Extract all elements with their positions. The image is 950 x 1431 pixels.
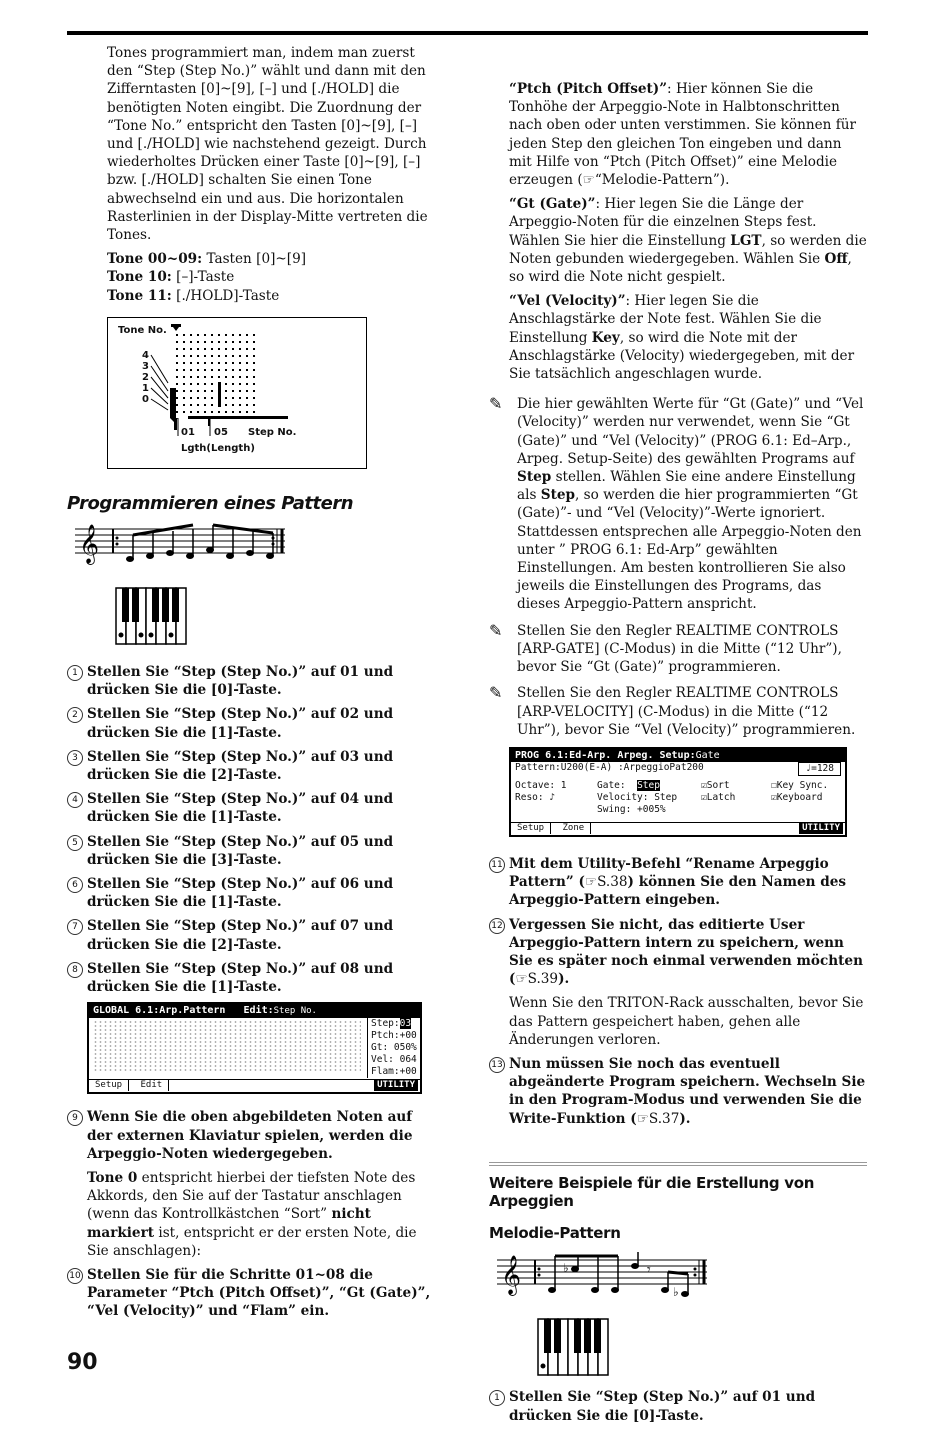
left-column — [67, 0, 442, 1327]
step-list — [67, 663, 442, 996]
tone-item: Tone 11: [./HOLD]-Taste — [107, 287, 280, 304]
lcd-arpeg-setup — [509, 747, 847, 837]
svg-text:♭: ♭ — [673, 1285, 679, 1300]
tone-label-1: 1 — [142, 382, 149, 394]
step-10: 10 Stellen Sie für die Schritte 01~08 die Parameter “Ptch (Pitch Offset)”, “Gt (Gate)”, “Vel (Velocity)” und “Flam” ein. — [67, 1266, 442, 1321]
tab-zone: Zone — [557, 823, 592, 834]
tone0-paragraph: Tone 0 entspricht hierbei der tiefsten Note des Akkords, den Sie auf der Tastatur anschlagen (wenn das Kontrollkästchen “Sort” nicht markiert ist, entspricht er der ersten Note, die Sie anschlagen): — [87, 1169, 417, 1259]
tone-item: Tone 00~09: Tasten [0]~[9] — [107, 251, 307, 268]
tone-label-2: 2 — [142, 371, 149, 383]
lcd-tab-bar — [511, 822, 845, 835]
keyboard-figure-2 — [537, 1318, 612, 1376]
page-number: 90 — [67, 1350, 98, 1375]
step-13: 13 Nun müssen Sie noch das eventuell abgeänderte Program speichern. Wechseln Sie in den Program-Modus und verwenden Sie die Write-Funktion (☞S.37). — [489, 1055, 867, 1128]
tone-label-0: 0 — [142, 393, 149, 405]
intro-paragraph: Tones programmiert man, indem man zuerst den “Step (Step No.)” wählt und dann mit den Zifferntasten [0]~[9], [–] und [./HOLD] die benötigten Noten eingibt. Die Zuordnung der “Tone No.” entspricht den Tasten [0]~[9], [–] und [./HOLD] wie nachstehend gezeigt. Durch wiederholtes Drücken einer Taste [0]~[9], [–] bzw. [./HOLD] schalten Sie einen Tone abwechselnd ein und aus. Die horizontalen Rasterlinien in der Display-Mitte vertreten die Tones. — [107, 45, 428, 244]
step-3: 3 Stellen Sie “Step (Step No.)” auf 03 und drücken Sie die [2]-Taste. — [67, 748, 442, 784]
tone-label-4: 4 — [142, 349, 149, 361]
tab-edit: Edit — [135, 1080, 170, 1091]
gt-paragraph: “Gt (Gate)”: Hier legen Sie die Länge der Arpeggio-Noten für die einzelnen Steps fest. Wählen Sie hier die Einstellung LGT, so werden die Noten gebunden wiedergegeben. Wählen Sie Off, so wird die Note nicht gespielt. — [509, 196, 867, 286]
tone-no-label: Tone No. — [118, 324, 167, 336]
pencil-note-icon: ✎ — [489, 620, 503, 640]
svg-text:𝄾: 𝄾 — [647, 1262, 651, 1279]
tone-item: Tone 10: [–]-Taste — [107, 269, 235, 286]
lcd-title-bar: PROG 6.1:Ed-Arp. Arpeg. Setup:Gate — [511, 749, 845, 762]
step-11: 11 Mit dem Utility-Befehl “Rename Arpeggio Pattern” (☞S.38) können Sie den Namen des Arpeggio-Pattern eingeben. — [489, 855, 867, 910]
tab-setup: Setup — [511, 823, 551, 834]
section-heading-examples: Weitere Beispiele für die Erstellung von Arpeggien — [489, 1173, 815, 1210]
svg-text:𝄞: 𝄞 — [79, 524, 100, 565]
lcd-arp-pattern — [87, 1002, 422, 1094]
step-4: 4 Stellen Sie “Step (Step No.)” auf 04 und drücken Sie die [1]-Taste. — [67, 790, 442, 826]
tone-label-3: 3 — [142, 360, 149, 372]
step-12: 12 Vergessen Sie nicht, das editierte User Arpeggio-Pattern intern zu speichern, wenn Sie es später noch einmal verwenden möchten (☞S.39). — [489, 916, 867, 989]
music-staff-1 — [75, 521, 290, 565]
music-staff-2 — [497, 1252, 712, 1300]
vel-paragraph: “Vel (Velocity)”: Hier legen Sie die Anschlagstärke der Note fest. Wählen Sie die Einstellung Key, so wird die Note mit der Anschlagstärke (Velocity) wiedergegeben, mit der Sie tatsächlich angeschlagen wurde. — [509, 293, 855, 383]
step-5: 5 Stellen Sie “Step (Step No.)” auf 05 und drücken Sie die [3]-Taste. — [67, 833, 442, 869]
step-no-label: Step No. — [248, 426, 297, 438]
utility-tab: UTILITY — [799, 823, 843, 834]
ptch-paragraph: “Ptch (Pitch Offset)”: Hier können Sie die Tonhöhe der Arpeggio-Note in Halbtonschritten nach oben oder unten verstimmen. Sie können für jeden Step den gleichen Ton eingeben und dann mit Hilfe von “Ptch (Pitch Offset)” eine Melodie erzeugen (☞“Melodie-Pattern”). — [509, 81, 856, 189]
right-column — [489, 80, 867, 1431]
tone-list — [67, 250, 442, 305]
lcd-params: Step:03 Ptch:+00 Gt: 050% Vel: 064 Flam:+00 — [367, 1018, 421, 1078]
section-heading-pattern: Programmieren eines Pattern — [67, 492, 354, 514]
step-1: 1 Stellen Sie “Step (Step No.)” auf 01 und drücken Sie die [0]-Taste. — [67, 663, 442, 699]
melody-step-1: 1 Stellen Sie “Step (Step No.)” auf 01 und drücken Sie die [0]-Taste. — [489, 1388, 867, 1424]
note-1: ✎ Die hier gewählten Werte für “Gt (Gate)” und “Vel (Velocity)” werden nur verwendet, wenn Sie “Gt (Gate)” und “Vel (Velocity)” (PROG 6.1: Ed–Arp., Arpeg. Setup-Seite) des gewählten Programs auf Step stellen. Wählen Sie eine andere Einstellung als Step, so werden die hier programmierten “Gt (Gate)”- und “Vel (Velocity)”-Werte ignoriert. Stattdessen entsprechen alle Arpeggio-Noten den unter ” PROG 6.1: Ed-Arp” gewählten Einstellungen. Am besten kontrollieren Sie also jeweils die Einstellungen des Programs, das dieses Arpeggio-Pattern anspricht. — [489, 394, 864, 613]
pencil-note-icon: ✎ — [489, 394, 503, 414]
rack-paragraph: Wenn Sie den TRITON-Rack ausschalten, bevor Sie das Pattern gespeichert haben, gehen alle Änderungen verloren. — [509, 995, 864, 1048]
step-6: 6 Stellen Sie “Step (Step No.)” auf 06 und drücken Sie die [1]-Taste. — [67, 875, 442, 911]
tone-grid-figure — [107, 317, 367, 469]
step-7: 7 Stellen Sie “Step (Step No.)” auf 07 und drücken Sie die [2]-Taste. — [67, 917, 442, 953]
note-3: ✎ Stellen Sie den Regler REALTIME CONTROLS [ARP-VELOCITY] (C-Modus) in die Mitte (“12 Uhr”), bevor Sie “Vel (Velocity)” programmieren. — [489, 683, 856, 738]
pencil-note-icon: ✎ — [489, 683, 503, 703]
length-label: Lgth(Length) — [181, 442, 255, 454]
lcd-tab-bar — [89, 1079, 420, 1092]
step-9: 9 Wenn Sie die oben abgebildeten Noten auf der externen Klaviatur spielen, werden die Arpeggio-Noten wiedergegeben. — [67, 1108, 442, 1163]
lcd-body: Pattern:U200(E-A) :ArpeggioPat200 ♩=128 Octave: 1 Reso: ♪ Gate: Step Velocity: Step Swing: +005% ☑Sort ☑Latch ☐Key Sync. ☑Keyboard — [511, 762, 845, 816]
svg-text:♭: ♭ — [563, 1261, 569, 1276]
step-2: 2 Stellen Sie “Step (Step No.)” auf 02 und drücken Sie die [1]-Taste. — [67, 705, 442, 741]
svg-text:𝄞: 𝄞 — [501, 1255, 522, 1296]
note-2: ✎ Stellen Sie den Regler REALTIME CONTROLS [ARP-GATE] (C-Modus) in die Mitte (“12 Uhr”), bevor Sie “Gt (Gate)” programmieren. — [489, 620, 842, 676]
utility-tab: UTILITY — [374, 1080, 418, 1091]
step-01-label: 01 — [181, 426, 195, 438]
step-05-label: 05 — [214, 426, 228, 438]
step-8: 8 Stellen Sie “Step (Step No.)” auf 08 und drücken Sie die [1]-Taste. — [67, 960, 442, 996]
keyboard-figure-1 — [115, 587, 190, 645]
section-divider — [489, 1162, 867, 1166]
section-heading-melody: Melodie-Pattern — [489, 1224, 621, 1243]
lcd-dot-grid — [93, 1020, 361, 1072]
tab-setup: Setup — [89, 1080, 129, 1091]
lcd-title-bar: GLOBAL 6.1:Arp.Pattern Edit:Step No. — [89, 1004, 420, 1018]
